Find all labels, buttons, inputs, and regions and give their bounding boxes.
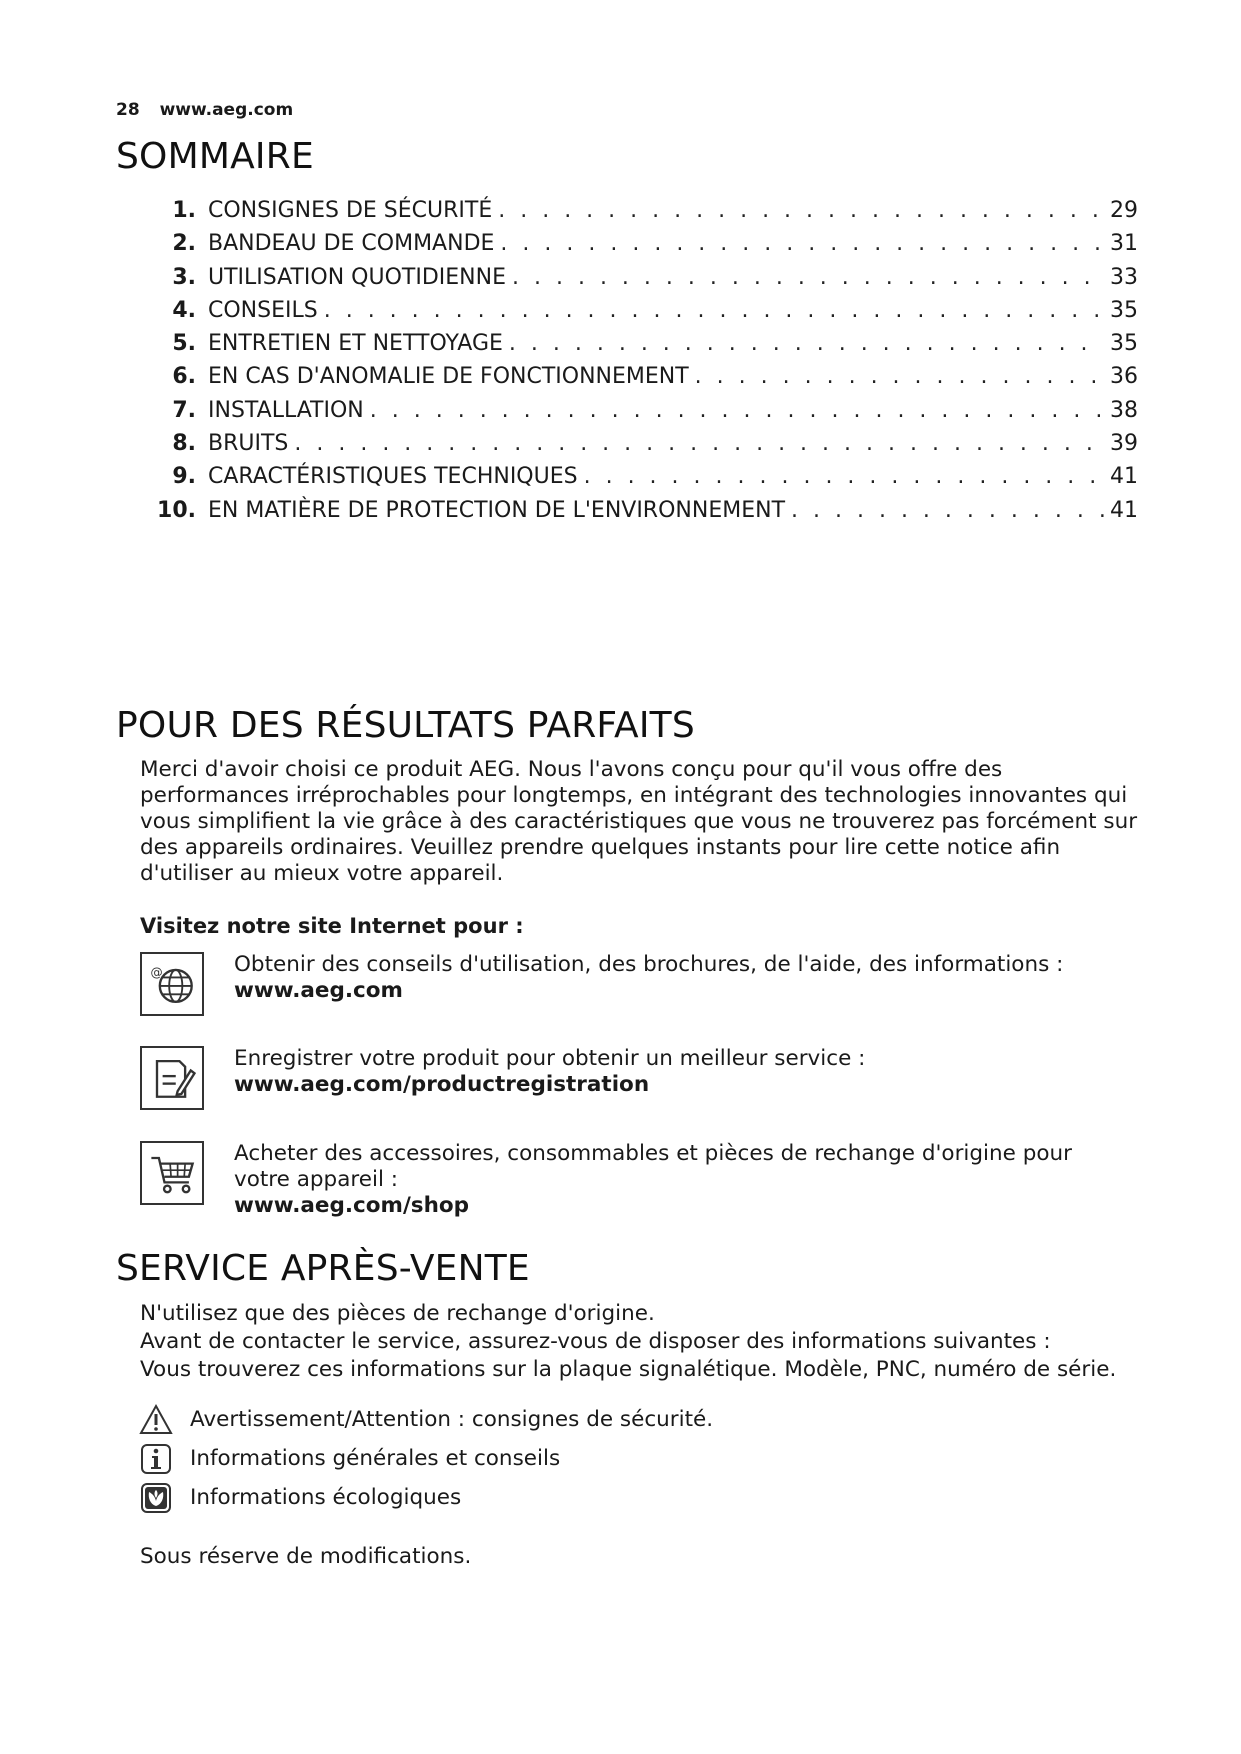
toc-item[interactable]: [150, 364, 1138, 397]
service-line: Vous trouverez ces informations sur la plaque signalétique. Modèle, PNC, numéro de série.: [140, 1357, 1117, 1382]
service-text: [140, 1300, 1116, 1384]
toc-item-number: 2.: [172, 231, 196, 257]
toc-item-title: INSTALLATION: [208, 397, 364, 423]
toc-item[interactable]: [150, 198, 1138, 231]
page-number: 28: [116, 100, 140, 120]
toc-item[interactable]: [150, 231, 1138, 264]
service-line: Avant de contacter le service, assurez-vous de disposer des informations suivantes :: [140, 1329, 1051, 1354]
link-description: Acheter des accessoires, consommables et pièces de rechange d'origine pour votre appareil :: [234, 1141, 1072, 1192]
results-title: POUR DES RÉSULTATS PARFAITS: [116, 705, 695, 746]
toc-item-title: CONSIGNES DE SÉCURITÉ: [208, 198, 493, 223]
info-icon: [138, 1442, 174, 1476]
toc-leader: [584, 464, 1104, 489]
toc-item[interactable]: [150, 498, 1138, 531]
toc-item-page: 33: [1110, 264, 1138, 290]
toc-item-page: 39: [1110, 431, 1138, 457]
toc-leader: [512, 265, 1104, 290]
toc-item-number: 10.: [157, 497, 196, 523]
toc-item-number: 9.: [172, 464, 196, 490]
symbol-legend: [138, 1400, 713, 1517]
toc-leader: [695, 364, 1104, 389]
disclaimer-note: Sous réserve de modifications.: [140, 1544, 472, 1569]
toc-item-title: EN CAS D'ANOMALIE DE FONCTIONNEMENT: [208, 364, 689, 390]
header-url[interactable]: www.aeg.com: [159, 100, 294, 120]
toc-item-number: 5.: [172, 331, 196, 357]
toc-item[interactable]: [150, 398, 1138, 431]
toc-item-title: EN MATIÈRE DE PROTECTION DE L'ENVIRONNEMENT: [208, 497, 786, 523]
toc-item-number: 1.: [172, 198, 196, 223]
table-of-contents: [150, 198, 1138, 531]
link-description: Obtenir des conseils d'utilisation, des brochures, de l'aide, des informations :: [234, 952, 1064, 977]
toc-item-page: 41: [1110, 464, 1138, 490]
toc-leader: [324, 298, 1104, 323]
toc-item-page: 36: [1110, 364, 1138, 390]
legend-item: [138, 1400, 713, 1439]
toc-item[interactable]: [150, 464, 1138, 497]
toc-item-number: 8.: [172, 431, 196, 457]
toc-leader: [500, 231, 1104, 256]
toc-leader: [370, 398, 1104, 423]
toc-item-number: 7.: [172, 397, 196, 423]
toc-item[interactable]: [150, 431, 1138, 464]
toc-item-page: 31: [1110, 231, 1138, 257]
legend-item: [138, 1439, 713, 1478]
toc-item-title: BRUITS: [208, 431, 289, 457]
toc-item-page: 38: [1110, 397, 1138, 423]
toc-item[interactable]: [150, 298, 1138, 331]
toc-leader: [791, 498, 1104, 523]
svg-text:@: @: [150, 965, 163, 980]
legend-item: [138, 1478, 713, 1517]
toc-item-title: BANDEAU DE COMMANDE: [208, 231, 495, 257]
eco-icon: [138, 1481, 174, 1515]
toc-leader: [294, 431, 1104, 456]
shopping-cart-icon: [140, 1141, 204, 1205]
toc-title: SOMMAIRE: [116, 136, 314, 177]
toc-item[interactable]: [150, 265, 1138, 298]
legend-text: Avertissement/Attention : consignes de sécurité.: [190, 1407, 714, 1432]
product-registration-link[interactable]: www.aeg.com/productregistration: [234, 1072, 650, 1097]
toc-item-title: CONSEILS: [208, 297, 318, 323]
toc-item-title: ENTRETIEN ET NETTOYAGE: [208, 331, 503, 357]
toc-item[interactable]: [150, 331, 1138, 364]
legend-text: Informations écologiques: [190, 1485, 462, 1510]
registration-icon: [140, 1046, 204, 1110]
globe-icon: [140, 952, 204, 1016]
toc-item-title: UTILISATION QUOTIDIENNE: [208, 264, 506, 290]
page-header: [116, 100, 293, 120]
toc-item-page: 35: [1110, 297, 1138, 323]
toc-item-page: 35: [1110, 331, 1138, 357]
legend-text: Informations générales et conseils: [190, 1446, 561, 1471]
toc-leader: [509, 331, 1104, 356]
toc-item-number: 4.: [172, 297, 196, 323]
website-link[interactable]: www.aeg.com: [234, 978, 403, 1003]
toc-item-number: 3.: [172, 264, 196, 290]
toc-leader: [498, 198, 1104, 223]
warning-icon: [138, 1403, 174, 1437]
toc-item-page: 29: [1110, 198, 1138, 223]
toc-item-number: 6.: [172, 364, 196, 390]
service-title: SERVICE APRÈS-VENTE: [116, 1248, 530, 1289]
link-description: Enregistrer votre produit pour obtenir un meilleur service :: [234, 1046, 866, 1071]
shop-link[interactable]: www.aeg.com/shop: [234, 1193, 470, 1218]
visit-label: Visitez notre site Internet pour :: [140, 914, 524, 938]
toc-item-page: 41: [1110, 497, 1138, 523]
service-line: N'utilisez que des pièces de rechange d'origine.: [140, 1301, 655, 1326]
intro-paragraph: Merci d'avoir choisi ce produit AEG. Nous l'avons conçu pour qu'il vous offre des performances irréprochables pour longtemps, en intégrant des technologies innovantes qui vous simplifient la vie grâce à des caractéristiques que vous ne trouverez pas forcément sur des appareils ordinaires. Veuillez prendre quelques instants pour lire cette notice afin d'utiliser au mieux votre appareil.: [140, 757, 1138, 886]
toc-item-title: CARACTÉRISTIQUES TECHNIQUES: [208, 464, 578, 490]
